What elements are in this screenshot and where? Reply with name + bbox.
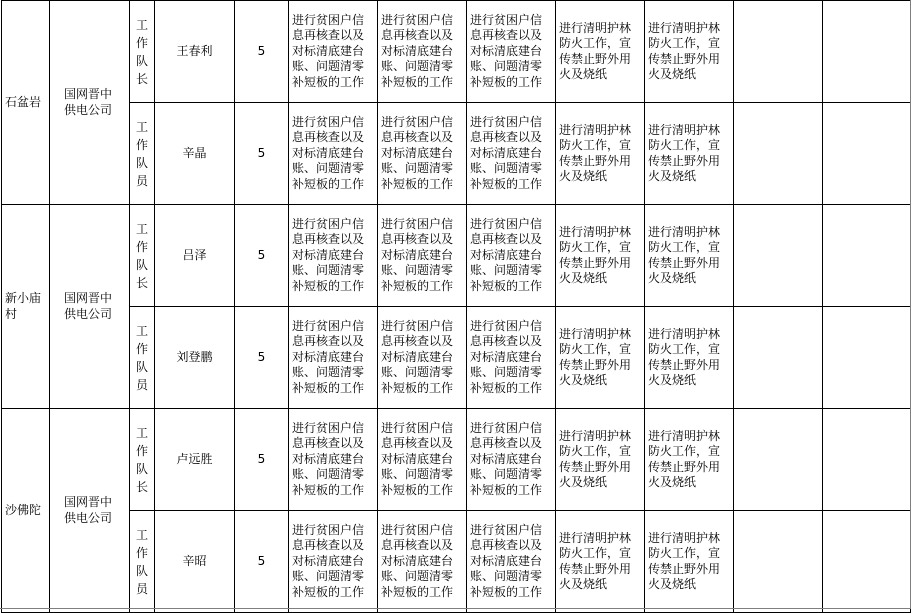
table-row	[2, 1, 911, 103]
task-cell: 进行贫困户信息再核查以及对标清底建台账、问题清零补短板的工作	[378, 307, 467, 409]
table-row	[2, 103, 911, 205]
empty-cell	[823, 409, 911, 511]
village-cell: 石盆岩	[2, 1, 50, 205]
name-cell: 卢远胜	[155, 409, 235, 511]
task-cell: 进行贫困户信息再核查以及对标清底建台账、问题清零补短板的工作	[467, 1, 556, 103]
task-cell: 进行贫困户信息再核查以及对标清底建台账、问题清零补短板的工作	[378, 511, 467, 613]
task-cell: 进行贫困户信息再核查以及对标清底建台账、问题清零补短板的工作	[467, 511, 556, 613]
task-cell: 进行清明护林防火工作，宣传禁止野外用火及烧纸	[556, 511, 645, 613]
name-cell: 吕泽	[155, 205, 235, 307]
work-team-table	[1, 0, 911, 613]
task-cell: 进行贫困户信息再核查以及对标清底建台账、问题清零补短板的工作	[289, 409, 378, 511]
empty-cell	[734, 1, 823, 103]
empty-cell	[823, 205, 911, 307]
task-cell: 进行清明护林防火工作，宣传禁止野外用火及烧纸	[556, 1, 645, 103]
empty-cell	[734, 103, 823, 205]
empty-cell	[823, 511, 911, 613]
name-cell: 刘登鹏	[155, 307, 235, 409]
count-cell: 5	[235, 1, 289, 103]
task-cell: 进行贫困户信息再核查以及对标清底建台账、问题清零补短板的工作	[289, 511, 378, 613]
village-cell: 沙佛陀	[2, 409, 50, 613]
village-cell: 新小庙村	[2, 205, 50, 409]
empty-cell	[734, 205, 823, 307]
task-cell: 进行清明护林防火工作，宣传禁止野外用火及烧纸	[645, 1, 734, 103]
task-cell: 进行贫困户信息再核查以及对标清底建台账、问题清零补短板的工作	[467, 103, 556, 205]
task-cell: 进行清明护林防火工作，宣传禁止野外用火及烧纸	[556, 103, 645, 205]
company-cell: 国网晋中供电公司	[50, 205, 130, 409]
task-cell: 进行贫困户信息再核查以及对标清底建台账、问题清零补短板的工作	[289, 103, 378, 205]
name-cell: 辛昭	[155, 511, 235, 613]
empty-cell	[823, 307, 911, 409]
task-cell: 进行贫困户信息再核查以及对标清底建台账、问题清零补短板的工作	[289, 307, 378, 409]
task-cell: 进行贫困户信息再核查以及对标清底建台账、问题清零补短板的工作	[378, 1, 467, 103]
company-cell: 国网晋中供电公司	[50, 409, 130, 613]
table-row	[2, 205, 911, 307]
task-cell: 进行贫困户信息再核查以及对标清底建台账、问题清零补短板的工作	[289, 1, 378, 103]
table-row	[2, 409, 911, 511]
task-cell: 进行清明护林防火工作，宣传禁止野外用火及烧纸	[645, 205, 734, 307]
count-cell: 5	[235, 103, 289, 205]
role-cell: 工作队长	[130, 205, 155, 307]
task-cell: 进行清明护林防火工作，宣传禁止野外用火及烧纸	[556, 307, 645, 409]
task-cell: 进行清明护林防火工作，宣传禁止野外用火及烧纸	[645, 103, 734, 205]
task-cell: 进行清明护林防火工作，宣传禁止野外用火及烧纸	[556, 409, 645, 511]
empty-cell	[734, 409, 823, 511]
count-cell: 5	[235, 511, 289, 613]
company-cell: 国网晋中供电公司	[50, 1, 130, 205]
task-cell: 进行贫困户信息再核查以及对标清底建台账、问题清零补短板的工作	[467, 205, 556, 307]
table-row	[2, 307, 911, 409]
task-cell: 进行贫困户信息再核查以及对标清底建台账、问题清零补短板的工作	[467, 409, 556, 511]
name-cell: 王春利	[155, 1, 235, 103]
table-row	[2, 511, 911, 613]
task-cell: 进行贫困户信息再核查以及对标清底建台账、问题清零补短板的工作	[378, 205, 467, 307]
task-cell: 进行贫困户信息再核查以及对标清底建台账、问题清零补短板的工作	[378, 409, 467, 511]
name-cell: 辛晶	[155, 103, 235, 205]
empty-cell	[823, 103, 911, 205]
task-cell: 进行贫困户信息再核查以及对标清底建台账、问题清零补短板的工作	[289, 205, 378, 307]
role-cell: 工作队员	[130, 103, 155, 205]
role-cell: 工作队长	[130, 1, 155, 103]
task-cell: 进行清明护林防火工作，宣传禁止野外用火及烧纸	[645, 409, 734, 511]
role-cell: 工作队员	[130, 307, 155, 409]
empty-cell	[823, 1, 911, 103]
role-cell: 工作队员	[130, 511, 155, 613]
task-cell: 进行清明护林防火工作，宣传禁止野外用火及烧纸	[645, 511, 734, 613]
task-cell: 进行贫困户信息再核查以及对标清底建台账、问题清零补短板的工作	[378, 103, 467, 205]
empty-cell	[734, 511, 823, 613]
count-cell: 5	[235, 307, 289, 409]
task-cell: 进行贫困户信息再核查以及对标清底建台账、问题清零补短板的工作	[467, 307, 556, 409]
count-cell: 5	[235, 409, 289, 511]
count-cell: 5	[235, 205, 289, 307]
empty-cell	[734, 307, 823, 409]
task-cell: 进行清明护林防火工作，宣传禁止野外用火及烧纸	[556, 205, 645, 307]
role-cell: 工作队长	[130, 409, 155, 511]
task-cell: 进行清明护林防火工作，宣传禁止野外用火及烧纸	[645, 307, 734, 409]
